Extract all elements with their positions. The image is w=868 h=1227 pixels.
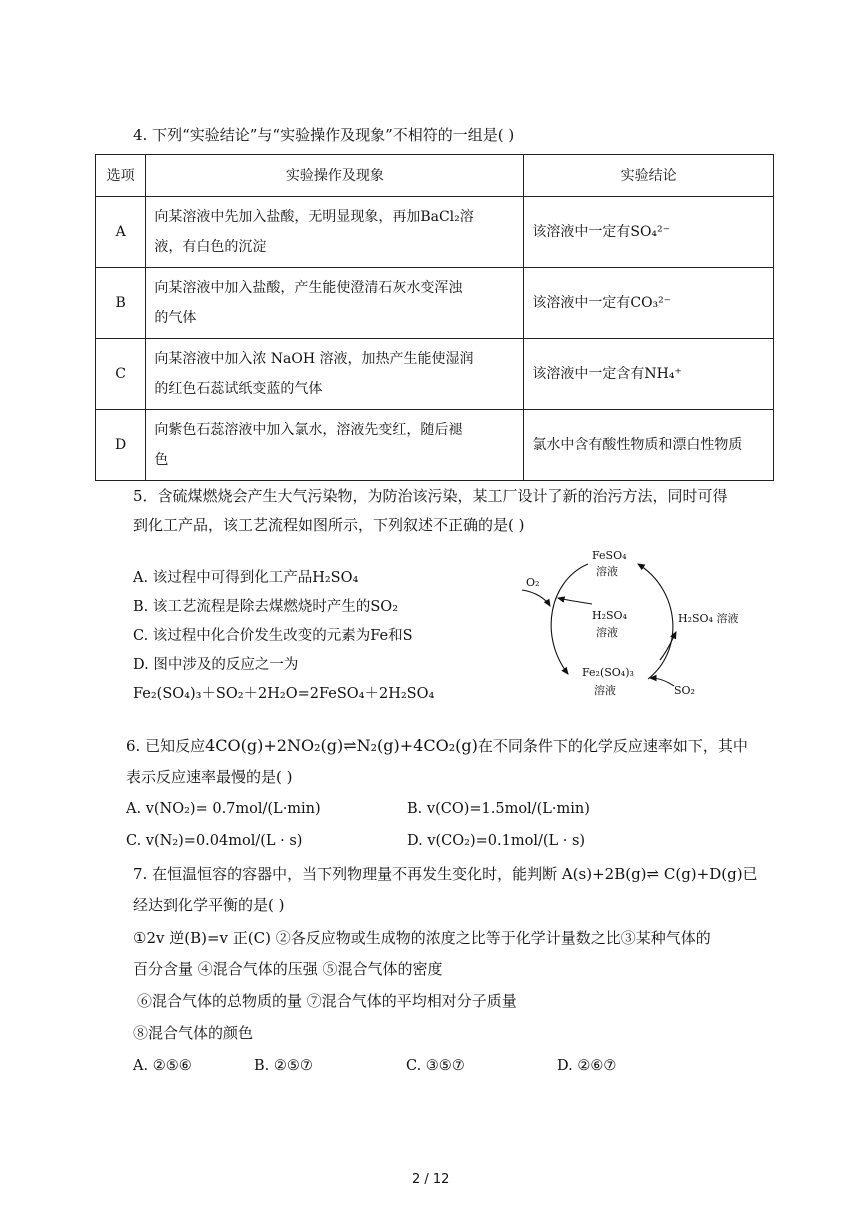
row-operation [146, 268, 524, 339]
h2so4-inner-arrow [558, 598, 592, 604]
page-number: 2 / 12 [412, 1172, 450, 1187]
header-operation: 实验操作及现象 [146, 155, 524, 197]
label-o2: O₂ [526, 576, 540, 589]
operation-line: 色 [154, 452, 169, 468]
q6-stem-line1 [126, 735, 748, 757]
q7-line4: 百分含量 ④混合气体的压强 ⑤混合气体的密度 [133, 960, 443, 978]
row-label: C [96, 339, 146, 410]
label-fe2so43-sol: 溶液 [594, 684, 616, 697]
q5-option-d: D. 图中涉及的反应之一为 [133, 657, 299, 673]
label-so2: SO₂ [674, 684, 695, 697]
h2so4-out-arrow [660, 632, 676, 660]
label-h2so4-out: H₂SO₄ 溶液 [678, 612, 739, 625]
q5-stem-line1: 5．含硫煤燃烧会产生大气污染物，为防治该污染，某工厂设计了新的治污方法，同时可得 [133, 487, 728, 505]
header-conclusion: 实验结论 [524, 155, 774, 197]
q6-stem-suffix: 在不同条件下的化学反应速率如下，其中 [477, 737, 748, 755]
row-conclusion: 氯水中含有酸性物质和漂白性物质 [524, 410, 774, 481]
q6-option-a: A. v(NO₂)= 0.7mol/(L·min) [126, 801, 321, 817]
row-conclusion: 该溶液中一定有SO₄²⁻ [524, 197, 774, 268]
row-operation [146, 410, 524, 481]
label-h2so4-sol: 溶液 [596, 626, 618, 639]
label-feso4: FeSO₄ [592, 549, 627, 562]
q6-reaction: 4CO(g)+2NO₂(g)⇌N₂(g)+4CO₂(g) [205, 736, 478, 755]
operation-line: 向某溶液中加入浓 NaOH 溶液，加热产生能使湿润 [154, 351, 474, 367]
q6-stem-prefix: 6. 已知反应 [126, 737, 206, 755]
table-row [96, 339, 774, 410]
header-option: 选项 [96, 155, 146, 197]
q5-option-d-equation: Fe₂(SO₄)₃＋SO₂＋2H₂O=2FeSO₄＋2H₂SO₄ [133, 686, 435, 702]
q5-option-a: A. 该过程中可得到化工产品H₂SO₄ [133, 570, 359, 586]
operation-line: 向某溶液中先加入盐酸，无明显现象，再加BaCl₂溶 [154, 209, 474, 225]
q4-table [95, 154, 774, 481]
row-operation [146, 339, 524, 410]
process-flow-diagram [500, 540, 760, 705]
table-row [96, 268, 774, 339]
q7-line3: ①2v 逆(B)=v 正(C) ②各反应物或生成物的浓度之比等于化学计量数之比③某种气体的 [133, 929, 711, 947]
q7-option-c: C. ③⑤⑦ [406, 1058, 465, 1074]
table-row [96, 197, 774, 268]
label-fe2so43: Fe₂(SO₄)₃ [582, 666, 634, 679]
operation-line: 的气体 [154, 310, 197, 326]
q7-option-a: A. ②⑤⑥ [133, 1058, 192, 1074]
operation-line: 向紫色石蕊溶液中加入氯水，溶液先变红，随后褪 [154, 422, 463, 438]
row-operation [146, 197, 524, 268]
q5-option-b: B. 该工艺流程是除去煤燃烧时产生的SO₂ [133, 599, 399, 615]
q5-option-c: C. 该过程中化合价发生改变的元素为Fe和S [133, 628, 413, 644]
q4-stem: 4. 下列“实验结论”与“实验操作及现象”不相符的一组是( ) [133, 126, 515, 144]
operation-line: 液，有白色的沉淀 [154, 239, 267, 255]
q7-stem-line1: 7. 在恒温恒容的容器中，当下列物理量不再发生变化时，能判断 A(s)+2B(g)⇌ C(g)+D(g)已 [133, 865, 758, 883]
q7-option-d: D. ②⑥⑦ [557, 1058, 617, 1074]
q7-stem-line2: 经达到化学平衡的是( ) [133, 896, 285, 914]
o2-arrow [522, 590, 550, 606]
q7-line5: ⑥混合气体的总物质的量 ⑦混合气体的平均相对分子质量 [137, 992, 517, 1010]
table-row [96, 410, 774, 481]
q6-option-d: D. v(CO₂)=0.1mol/(L · s) [407, 833, 586, 849]
row-conclusion: 该溶液中一定含有NH₄⁺ [524, 339, 774, 410]
row-label: B [96, 268, 146, 339]
q5-stem-line2: 到化工产品，该工艺流程如图所示，下列叙述不正确的是( ) [133, 516, 525, 534]
row-label: D [96, 410, 146, 481]
operation-line: 的红色石蕊试纸变蓝的气体 [154, 381, 323, 397]
table-header-row [96, 155, 774, 197]
operation-line: 向某溶液中加入盐酸，产生能使澄清石灰水变浑浊 [154, 280, 463, 296]
q6-option-b: B. v(CO)=1.5mol/(L·min) [407, 801, 590, 817]
q7-line6: ⑧混合气体的颜色 [133, 1024, 254, 1042]
row-label: A [96, 197, 146, 268]
q7-option-b: B. ②⑤⑦ [254, 1058, 313, 1074]
row-conclusion: 该溶液中一定有CO₃²⁻ [524, 268, 774, 339]
so2-arrow [650, 678, 674, 686]
q6-option-c: C. v(N₂)=0.04mol/(L · s) [126, 833, 303, 849]
q6-stem-line2: 表示反应速率最慢的是( ) [126, 768, 293, 786]
label-feso4-sol: 溶液 [596, 565, 618, 578]
arc-fe2so43-to-feso4 [638, 564, 673, 679]
arc-feso4-to-fe2so43 [551, 564, 588, 674]
label-h2so4: H₂SO₄ [592, 609, 627, 622]
